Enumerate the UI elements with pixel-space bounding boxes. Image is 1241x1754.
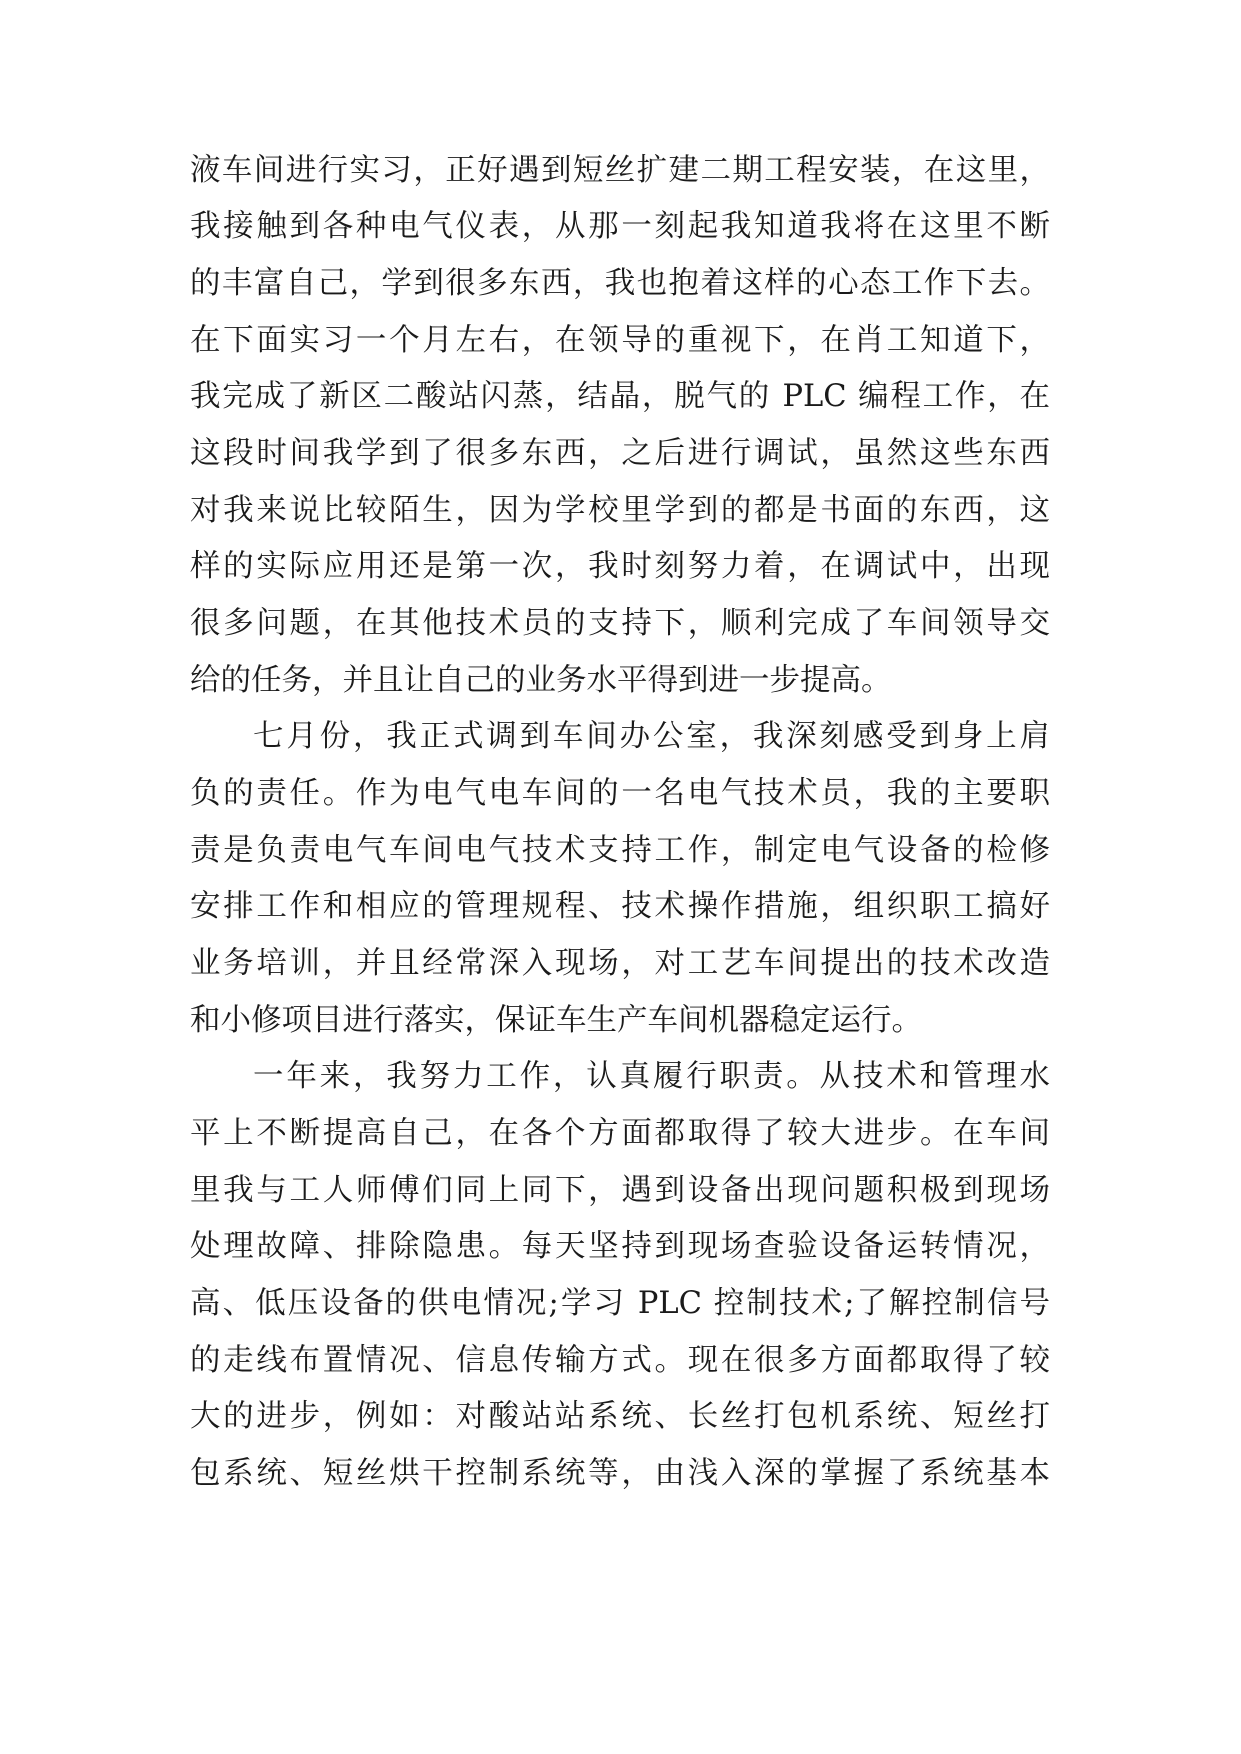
text-line: 处理故障、排除隐患。每天坚持到现场查验设备运转情况， [190,1229,1050,1264]
text-line: 高、低压设备的供电情况;学习 PLC 控制技术;了解控制信号 [190,1286,1050,1321]
text-line: 在下面实习一个月左右，在领导的重视下，在肖工知道下， [190,323,1050,358]
text-line: 包系统、短丝烘干控制系统等，由浅入深的掌握了系统基本 [190,1456,1050,1491]
text-line: 给的任务，并且让自己的业务水平得到进一步提高。 [190,663,892,698]
text-line: 的走线布置情况、信息传输方式。现在很多方面都取得了较 [190,1343,1050,1378]
text-line: 负的责任。作为电气电车间的一名电气技术员，我的主要职 [190,776,1050,811]
text-line: 很多问题，在其他技术员的支持下，顺利完成了车间领导交 [190,606,1050,641]
paragraph-first-line: 七月份，我正式调到车间办公室，我深刻感受到身上肩 [253,719,1050,754]
text-line: 大的进步，例如：对酸站站系统、长丝打包机系统、短丝打 [190,1399,1050,1434]
text-line: 责是负责电气车间电气技术支持工作，制定电气设备的检修 [190,833,1050,868]
text-line: 液车间进行实习，正好遇到短丝扩建二期工程安装，在这里， [190,153,1050,188]
paragraph-first-line: 一年来，我努力工作，认真履行职责。从技术和管理水 [253,1059,1050,1094]
text-line: 对我来说比较陌生，因为学校里学到的都是书面的东西，这 [190,493,1050,528]
text-line: 这段时间我学到了很多东西，之后进行调试，虽然这些东西 [190,436,1050,471]
text-line: 业务培训，并且经常深入现场，对工艺车间提出的技术改造 [190,946,1050,981]
text-line: 我完成了新区二酸站闪蒸，结晶，脱气的 PLC 编程工作，在 [190,379,1050,414]
text-line: 安排工作和相应的管理规程、技术操作措施，组织职工搞好 [190,889,1050,924]
text-line: 的丰富自己，学到很多东西，我也抱着这样的心态工作下去。 [190,266,1050,301]
text-line: 里我与工人师傅们同上同下，遇到设备出现问题积极到现场 [190,1173,1050,1208]
text-line: 平上不断提高自己，在各个方面都取得了较大进步。在车间 [190,1116,1050,1151]
text-line: 样的实际应用还是第一次，我时刻努力着，在调试中，出现 [190,549,1050,584]
text-line: 我接触到各种电气仪表，从那一刻起我知道我将在这里不断 [190,209,1050,244]
text-line: 和小修项目进行落实，保证车生产车间机器稳定运行。 [190,1003,922,1038]
